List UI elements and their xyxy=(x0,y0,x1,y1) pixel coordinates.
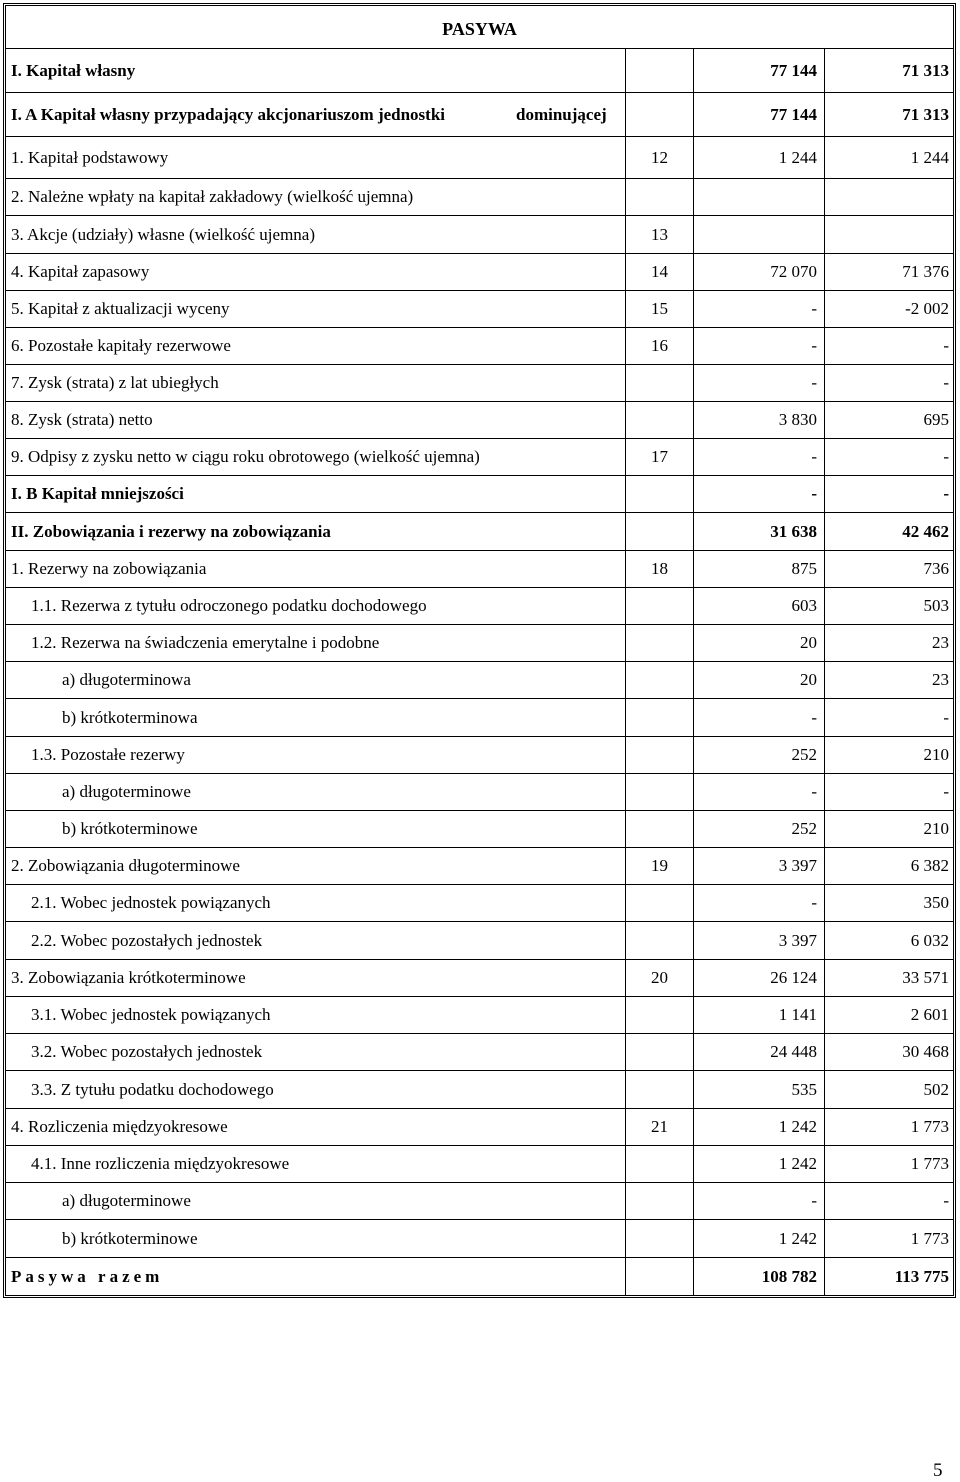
table-row-minority-capital xyxy=(6,476,953,513)
row-label xyxy=(6,513,625,550)
value-current-text: 20 xyxy=(800,670,817,689)
value-current-text: - xyxy=(811,893,817,912)
row-label xyxy=(6,885,625,921)
value-current-text: - xyxy=(811,707,817,727)
value-current xyxy=(693,811,824,847)
value-current-text: 1 244 xyxy=(778,147,817,167)
value-previous xyxy=(824,216,953,253)
note-number xyxy=(625,254,693,290)
row-label xyxy=(6,291,625,327)
value-current-text: - xyxy=(811,373,817,392)
value-current-text: 603 xyxy=(791,596,817,615)
value-previous-text: - xyxy=(943,336,949,355)
row-label xyxy=(6,216,625,253)
row-label xyxy=(6,922,625,959)
note-number xyxy=(625,49,693,92)
note-number xyxy=(625,476,693,512)
row-label xyxy=(6,365,625,401)
value-previous xyxy=(824,1034,953,1070)
row-label xyxy=(6,588,625,624)
table-row-liabilities-provisions xyxy=(6,513,953,551)
value-previous-text: 42 462 xyxy=(902,521,949,541)
value-previous-text: 30 468 xyxy=(902,1042,949,1061)
value-previous-text: 695 xyxy=(923,410,949,429)
note-number xyxy=(625,922,693,959)
row-label-text: 2.2. Wobec pozostałych jednostek xyxy=(31,930,263,950)
value-previous-text: 23 xyxy=(932,670,949,689)
value-previous-text: 6 032 xyxy=(910,930,949,950)
row-label-text: 1.1. Rezerwa z tytułu odroczonego podatku dochodowego xyxy=(31,596,427,615)
value-previous xyxy=(824,254,953,290)
value-current-text: - xyxy=(811,447,817,466)
note-number xyxy=(625,774,693,810)
value-current-text: - xyxy=(811,299,817,318)
value-previous xyxy=(824,137,953,178)
row-label-text: 3. Zobowiązania krótkoterminowe xyxy=(11,968,246,987)
row-label-text: 1. Kapitał podstawowy xyxy=(11,147,169,167)
note-number xyxy=(625,179,693,215)
value-current xyxy=(693,699,824,736)
value-current-text: 31 638 xyxy=(770,521,817,541)
value-current xyxy=(693,997,824,1033)
row-label-text: I. A Kapitał własny przypadający akcjonariuszom jednostki xyxy=(11,104,446,124)
row-label xyxy=(6,737,625,773)
value-previous-text: 503 xyxy=(923,596,949,615)
value-current xyxy=(693,885,824,921)
value-current xyxy=(693,439,824,475)
value-previous-text: 1 773 xyxy=(910,1228,949,1248)
table-row-pension-long-term xyxy=(6,662,953,699)
value-previous-text: 1 773 xyxy=(910,1154,949,1173)
row-label xyxy=(6,848,625,884)
note-number xyxy=(625,737,693,773)
note-number xyxy=(625,848,693,884)
value-previous-text: 33 571 xyxy=(902,968,949,987)
value-previous xyxy=(824,1220,953,1257)
value-previous-text: - xyxy=(943,1191,949,1210)
row-label-text: a) długoterminowe xyxy=(62,782,191,801)
value-previous-text: - xyxy=(943,484,949,503)
note-number xyxy=(625,513,693,550)
table-row-other-provisions-long-term xyxy=(6,774,953,811)
note-number xyxy=(625,699,693,736)
value-previous xyxy=(824,737,953,773)
value-previous xyxy=(824,588,953,624)
value-previous xyxy=(824,848,953,884)
note-number xyxy=(625,1109,693,1145)
value-current xyxy=(693,137,824,178)
row-label-text: a) długoterminowe xyxy=(62,1191,191,1210)
value-current-text: 108 782 xyxy=(761,1266,817,1286)
note-number xyxy=(625,588,693,624)
row-label xyxy=(6,699,625,736)
value-previous xyxy=(824,1146,953,1182)
row-label-text: b) krótkoterminowe xyxy=(62,1228,198,1248)
row-label xyxy=(6,137,625,178)
row-label xyxy=(6,476,625,512)
value-current-text: 3 397 xyxy=(778,930,817,950)
value-current-text: 24 448 xyxy=(770,1042,817,1061)
value-previous-text: 502 xyxy=(923,1079,949,1099)
value-current-text: 1 242 xyxy=(778,1228,817,1248)
table-row-pension-provision xyxy=(6,625,953,662)
value-current-text: 252 xyxy=(791,819,817,838)
value-previous-text: 1 244 xyxy=(910,147,949,167)
note-number xyxy=(625,1220,693,1257)
value-previous-text: 2 601 xyxy=(910,1005,949,1024)
note-number xyxy=(625,328,693,364)
note-number xyxy=(625,625,693,661)
value-current xyxy=(693,93,824,136)
note-number xyxy=(625,811,693,847)
note-number-text: 18 xyxy=(651,559,668,578)
row-label xyxy=(6,1258,625,1295)
value-current xyxy=(693,1071,824,1108)
note-number-text: 14 xyxy=(651,262,668,281)
value-current-text: - xyxy=(811,484,817,503)
note-number xyxy=(625,1146,693,1182)
table-row-accruals xyxy=(6,1109,953,1146)
balance-sheet-table xyxy=(3,3,956,1298)
value-current-text: 3 830 xyxy=(778,410,817,429)
value-current xyxy=(693,922,824,959)
row-label-text: 2. Zobowiązania długoterminowe xyxy=(11,856,240,875)
value-current-text: 72 070 xyxy=(770,262,817,281)
table-row-long-term-liabilities xyxy=(6,848,953,885)
note-number xyxy=(625,439,693,475)
value-previous-text: - xyxy=(943,373,949,392)
note-number-text: 12 xyxy=(651,147,668,167)
table-row-revaluation-capital xyxy=(6,291,953,328)
row-label-text: 4. Rozliczenia międzyokresowe xyxy=(11,1117,228,1136)
row-label-tail: dominującej xyxy=(516,104,607,124)
title-row xyxy=(6,6,953,49)
row-label xyxy=(6,439,625,475)
value-previous xyxy=(824,551,953,587)
value-previous-text: 736 xyxy=(923,559,949,578)
value-previous-text: 210 xyxy=(923,819,949,838)
value-current xyxy=(693,179,824,215)
row-label xyxy=(6,625,625,661)
row-label-text: 4.1. Inne rozliczenia międzyokresowe xyxy=(31,1154,290,1173)
note-number-text: 15 xyxy=(651,299,668,318)
value-previous xyxy=(824,328,953,364)
value-previous-text: 23 xyxy=(932,633,949,652)
value-current xyxy=(693,365,824,401)
value-current xyxy=(693,291,824,327)
value-current xyxy=(693,1146,824,1182)
table-row-short-term-other xyxy=(6,1034,953,1071)
value-current-text: 77 144 xyxy=(770,60,817,80)
table-title: PASYWA xyxy=(442,19,517,39)
value-current xyxy=(693,216,824,253)
table-row-other-provisions-short-term xyxy=(6,811,953,848)
value-previous-text: 350 xyxy=(923,893,949,912)
note-number xyxy=(625,1034,693,1070)
value-current-text: 1 242 xyxy=(778,1154,817,1173)
note-number xyxy=(625,1183,693,1219)
value-current-text: 3 397 xyxy=(778,856,817,875)
table-row-income-tax xyxy=(6,1071,953,1109)
note-number-text: 13 xyxy=(651,224,668,244)
value-current-text: - xyxy=(811,336,817,355)
table-row-profit-deductions xyxy=(6,439,953,476)
table-row-prior-years-profit xyxy=(6,365,953,402)
row-label-text: 8. Zysk (strata) netto xyxy=(11,410,153,429)
value-current-text: 1 242 xyxy=(778,1117,817,1136)
value-previous xyxy=(824,439,953,475)
value-current xyxy=(693,1220,824,1257)
value-current-text: 1 141 xyxy=(778,1005,817,1024)
table-row-capital-own xyxy=(6,49,953,93)
note-number xyxy=(625,662,693,698)
row-label xyxy=(6,254,625,290)
note-number xyxy=(625,216,693,253)
row-label xyxy=(6,1146,625,1182)
row-label-text: 2.1. Wobec jednostek powiązanych xyxy=(31,893,271,912)
value-current xyxy=(693,1183,824,1219)
value-current-text: - xyxy=(811,782,817,801)
value-previous-text: -2 002 xyxy=(905,299,949,318)
value-current xyxy=(693,960,824,996)
value-previous xyxy=(824,179,953,215)
table-row-other-accruals xyxy=(6,1146,953,1183)
row-label xyxy=(6,960,625,996)
note-number-text: 20 xyxy=(651,968,668,987)
row-label-text: 1. Rezerwy na zobowiązania xyxy=(11,559,207,578)
table-row-unpaid-capital xyxy=(6,179,953,216)
row-label-text: I. Kapitał własny xyxy=(11,60,136,80)
page-number: 5 xyxy=(933,1460,943,1481)
value-previous xyxy=(824,365,953,401)
row-label-text: I. B Kapitał mniejszości xyxy=(11,484,184,503)
table-row-short-term-liabilities xyxy=(6,960,953,997)
row-label xyxy=(6,811,625,847)
value-previous-text: 71 313 xyxy=(902,104,949,124)
row-label-text: 9. Odpisy z zysku netto w ciągu roku obrotowego (wielkość ujemna) xyxy=(11,447,480,466)
value-current-text: 875 xyxy=(791,559,817,578)
value-previous-text: 113 775 xyxy=(894,1266,949,1286)
value-previous xyxy=(824,291,953,327)
table-row-capital-dominant xyxy=(6,93,953,137)
value-current-text: 252 xyxy=(791,745,817,764)
table-row-share-capital xyxy=(6,137,953,179)
row-label-text: II. Zobowiązania i rezerwy na zobowiązania xyxy=(11,521,331,541)
row-label-text: 1.3. Pozostałe rezerwy xyxy=(31,745,185,764)
row-label xyxy=(6,662,625,698)
note-number xyxy=(625,402,693,438)
note-number xyxy=(625,960,693,996)
value-previous-text: - xyxy=(943,782,949,801)
value-current xyxy=(693,513,824,550)
note-number xyxy=(625,93,693,136)
value-current xyxy=(693,1109,824,1145)
value-current-text: 77 144 xyxy=(770,104,817,124)
value-previous xyxy=(824,662,953,698)
table-row-supplementary-capital xyxy=(6,254,953,291)
row-label-text: 3.3. Z tytułu podatku dochodowego xyxy=(31,1079,274,1099)
value-current xyxy=(693,49,824,92)
row-label xyxy=(6,179,625,215)
row-label-text: 7. Zysk (strata) z lat ubiegłych xyxy=(11,373,219,392)
row-label-text: a) długoterminowa xyxy=(62,670,191,689)
table-row-own-shares xyxy=(6,216,953,254)
value-previous xyxy=(824,1258,953,1295)
row-label xyxy=(6,1071,625,1108)
value-current xyxy=(693,662,824,698)
note-number-text: 21 xyxy=(651,1117,668,1136)
value-current xyxy=(693,1034,824,1070)
value-current xyxy=(693,254,824,290)
row-label-text: 5. Kapitał z aktualizacji wyceny xyxy=(11,299,230,318)
value-previous xyxy=(824,402,953,438)
value-current xyxy=(693,588,824,624)
value-previous xyxy=(824,960,953,996)
table-row-accruals-long-term xyxy=(6,1183,953,1220)
note-number xyxy=(625,885,693,921)
value-current xyxy=(693,551,824,587)
value-current xyxy=(693,402,824,438)
table-row-provisions xyxy=(6,551,953,588)
value-previous-text: 6 382 xyxy=(910,856,949,875)
value-current-text: 20 xyxy=(800,633,817,652)
table-row-pension-short-term xyxy=(6,699,953,737)
note-number xyxy=(625,551,693,587)
value-current-text: - xyxy=(811,1191,817,1210)
note-number xyxy=(625,137,693,178)
note-number-text: 19 xyxy=(651,856,668,875)
row-label-text: 4. Kapitał zapasowy xyxy=(11,262,150,281)
value-previous xyxy=(824,811,953,847)
value-previous-text: 71 313 xyxy=(902,60,949,80)
value-previous xyxy=(824,49,953,92)
value-previous xyxy=(824,1183,953,1219)
row-label xyxy=(6,1034,625,1070)
row-label-text: 2. Należne wpłaty na kapitał zakładowy (wielkość ujemna) xyxy=(11,187,414,206)
row-label xyxy=(6,328,625,364)
table-row-long-term-other xyxy=(6,922,953,960)
value-previous xyxy=(824,1071,953,1108)
table-row-other-reserves xyxy=(6,328,953,365)
row-label xyxy=(6,1183,625,1219)
value-previous-text: 1 773 xyxy=(910,1117,949,1136)
value-previous xyxy=(824,699,953,736)
value-previous xyxy=(824,93,953,136)
row-label xyxy=(6,49,625,92)
note-number-text: 17 xyxy=(651,447,668,466)
value-current xyxy=(693,328,824,364)
value-current xyxy=(693,737,824,773)
value-previous xyxy=(824,922,953,959)
table-row-deferred-tax-provision xyxy=(6,588,953,625)
note-number-text: 16 xyxy=(651,336,668,355)
note-number xyxy=(625,1258,693,1295)
value-previous xyxy=(824,476,953,512)
note-number xyxy=(625,291,693,327)
value-previous-text: - xyxy=(943,707,949,727)
value-previous xyxy=(824,997,953,1033)
value-current-text: 535 xyxy=(791,1079,817,1099)
table-row-net-profit xyxy=(6,402,953,439)
row-label-text: 6. Pozostałe kapitały rezerwowe xyxy=(11,336,231,355)
row-label-text: 1.2. Rezerwa na świadczenia emerytalne i podobne xyxy=(31,633,380,652)
row-label-text: 3.2. Wobec pozostałych jednostek xyxy=(31,1042,263,1061)
value-previous-text: - xyxy=(943,447,949,466)
row-label xyxy=(6,93,625,136)
value-previous xyxy=(824,774,953,810)
value-previous xyxy=(824,513,953,550)
row-label xyxy=(6,997,625,1033)
row-label-text: 3.1. Wobec jednostek powiązanych xyxy=(31,1005,271,1024)
row-label-text: 3. Akcje (udziały) własne (wielkość ujemna) xyxy=(11,224,316,244)
value-previous xyxy=(824,625,953,661)
table-row-short-term-related xyxy=(6,997,953,1034)
value-previous xyxy=(824,885,953,921)
value-current xyxy=(693,1258,824,1295)
row-label xyxy=(6,1220,625,1257)
note-number xyxy=(625,997,693,1033)
value-previous xyxy=(824,1109,953,1145)
note-number xyxy=(625,365,693,401)
value-previous-text: 71 376 xyxy=(902,262,949,281)
row-label xyxy=(6,774,625,810)
table-row-long-term-related xyxy=(6,885,953,922)
value-current-text: 26 124 xyxy=(770,968,817,987)
row-label-text: b) krótkoterminowa xyxy=(62,707,198,727)
row-label xyxy=(6,402,625,438)
row-label-text: b) krótkoterminowe xyxy=(62,819,198,838)
note-number xyxy=(625,1071,693,1108)
table-row-accruals-short-term xyxy=(6,1220,953,1258)
value-previous-text: 210 xyxy=(923,745,949,764)
row-label xyxy=(6,551,625,587)
table-row-total-liabilities xyxy=(6,1258,953,1295)
row-label-text: Pasywa razem xyxy=(11,1266,164,1286)
value-current xyxy=(693,774,824,810)
value-current xyxy=(693,476,824,512)
value-current xyxy=(693,625,824,661)
table-row-other-provisions xyxy=(6,737,953,774)
row-label xyxy=(6,1109,625,1145)
value-current xyxy=(693,848,824,884)
